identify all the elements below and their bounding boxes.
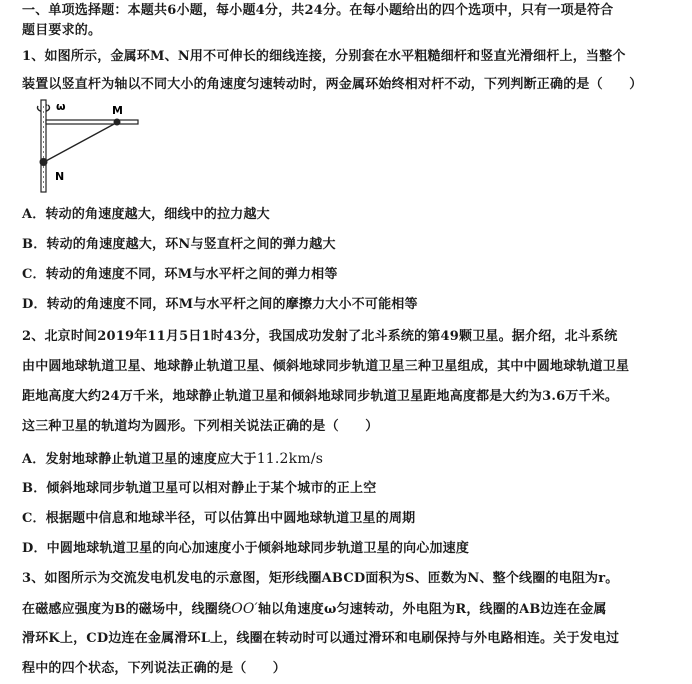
horizontal-rod	[46, 120, 138, 124]
omega-label: ω	[56, 100, 66, 113]
connecting-string	[44, 123, 116, 162]
q2-stem-line2: 由中圆地球轨道卫星、地球静止轨道卫星、倾斜地球同步轨道卫星三种卫星组成，其中中圆地球轨道卫星	[22, 359, 630, 374]
ring-n	[40, 158, 48, 166]
q2-option-c: C．根据题中信息和地球半径，可以估算出中圆地球轨道卫星的周期	[22, 511, 416, 526]
q2-stem-line3: 距地高度大约24万千米，地球静止轨道卫星和倾斜地球同步轨道卫星距地高度都是大约为3.6万千米。	[22, 389, 619, 404]
q2-stem-line4: 这三种卫星的轨道均为圆形。下列相关说法正确的是（ ）	[22, 419, 379, 434]
ring-n-label: N	[55, 170, 65, 183]
rotating-rods-diagram	[28, 96, 148, 196]
q3-stem-line3: 滑环K上，CD边连在金属滑环L上，线圈在转动时可以通过滑环和电刷保持与外电路相连。关于发电过	[22, 631, 620, 646]
q2-option-d: D．中圆地球轨道卫星的向心加速度小于倾斜地球同步轨道卫星的向心加速度	[22, 541, 470, 556]
ring-m-label: M	[112, 104, 123, 117]
q1-stem-line1: 1、如图所示，金属环M、N用不可伸长的细线连接，分别套在水平粗糙细杆和竖直光滑细杆上，当整个	[22, 49, 626, 64]
q3-stem-line1: 3、如图所示为交流发电机发电的示意图，矩形线圈ABCD面积为S、匝数为N、整个线圈的电阻为r。	[22, 571, 619, 586]
q1-option-a: A．转动的角速度越大，细线中的拉力越大	[22, 207, 270, 222]
q2-option-a-text: A．发射地球静止轨道卫星的速度应大于	[22, 452, 257, 467]
q2-option-b: B．倾斜地球同步轨道卫星可以相对静止于某个城市的正上空	[22, 481, 377, 496]
q3-stem-line4: 程中的四个状态，下列说法正确的是（ ）	[22, 661, 287, 676]
q2-stem-line1: 2、北京时间2019年11月5日1时43分，我国成功发射了北斗系统的第49颗卫星。据介绍，北斗系统	[22, 329, 618, 344]
ring-m	[114, 119, 121, 126]
q3-stem-line2	[22, 600, 607, 619]
q1-stem-line2: 装置以竖直杆为轴以不同大小的角速度匀速转动时，两金属环始终相对杆不动，下列判断正确的是（ ）	[22, 77, 643, 92]
q1-option-c: C．转动的角速度不同，环M与水平杆之间的弹力相等	[22, 267, 338, 282]
q1-option-d: D．转动的角速度不同，环M与水平杆之间的摩擦力大小不可能相等	[22, 297, 418, 312]
q3-stem-line2-suffix: 轴以角速度ω匀速转动，外电阻为R，线圈的AB边连在金属	[257, 602, 607, 617]
q2-option-a	[22, 450, 323, 469]
q1-figure	[28, 96, 148, 196]
q3-axis-label: OO′	[231, 601, 258, 617]
q1-option-b: B．转动的角速度越大，环N与竖直杆之间的弹力越大	[22, 237, 336, 252]
section-header-cont: 题目要求的。	[22, 23, 102, 38]
q2-option-a-value: 11.2km/s	[256, 451, 324, 467]
q3-stem-line2-prefix: 在磁感应强度为B的磁场中，线圈绕	[22, 602, 232, 617]
section-header: 一、单项选择题：本题共6小题，每小题4分，共24分。在每小题给出的四个选项中，只有一项是符合	[22, 3, 614, 18]
